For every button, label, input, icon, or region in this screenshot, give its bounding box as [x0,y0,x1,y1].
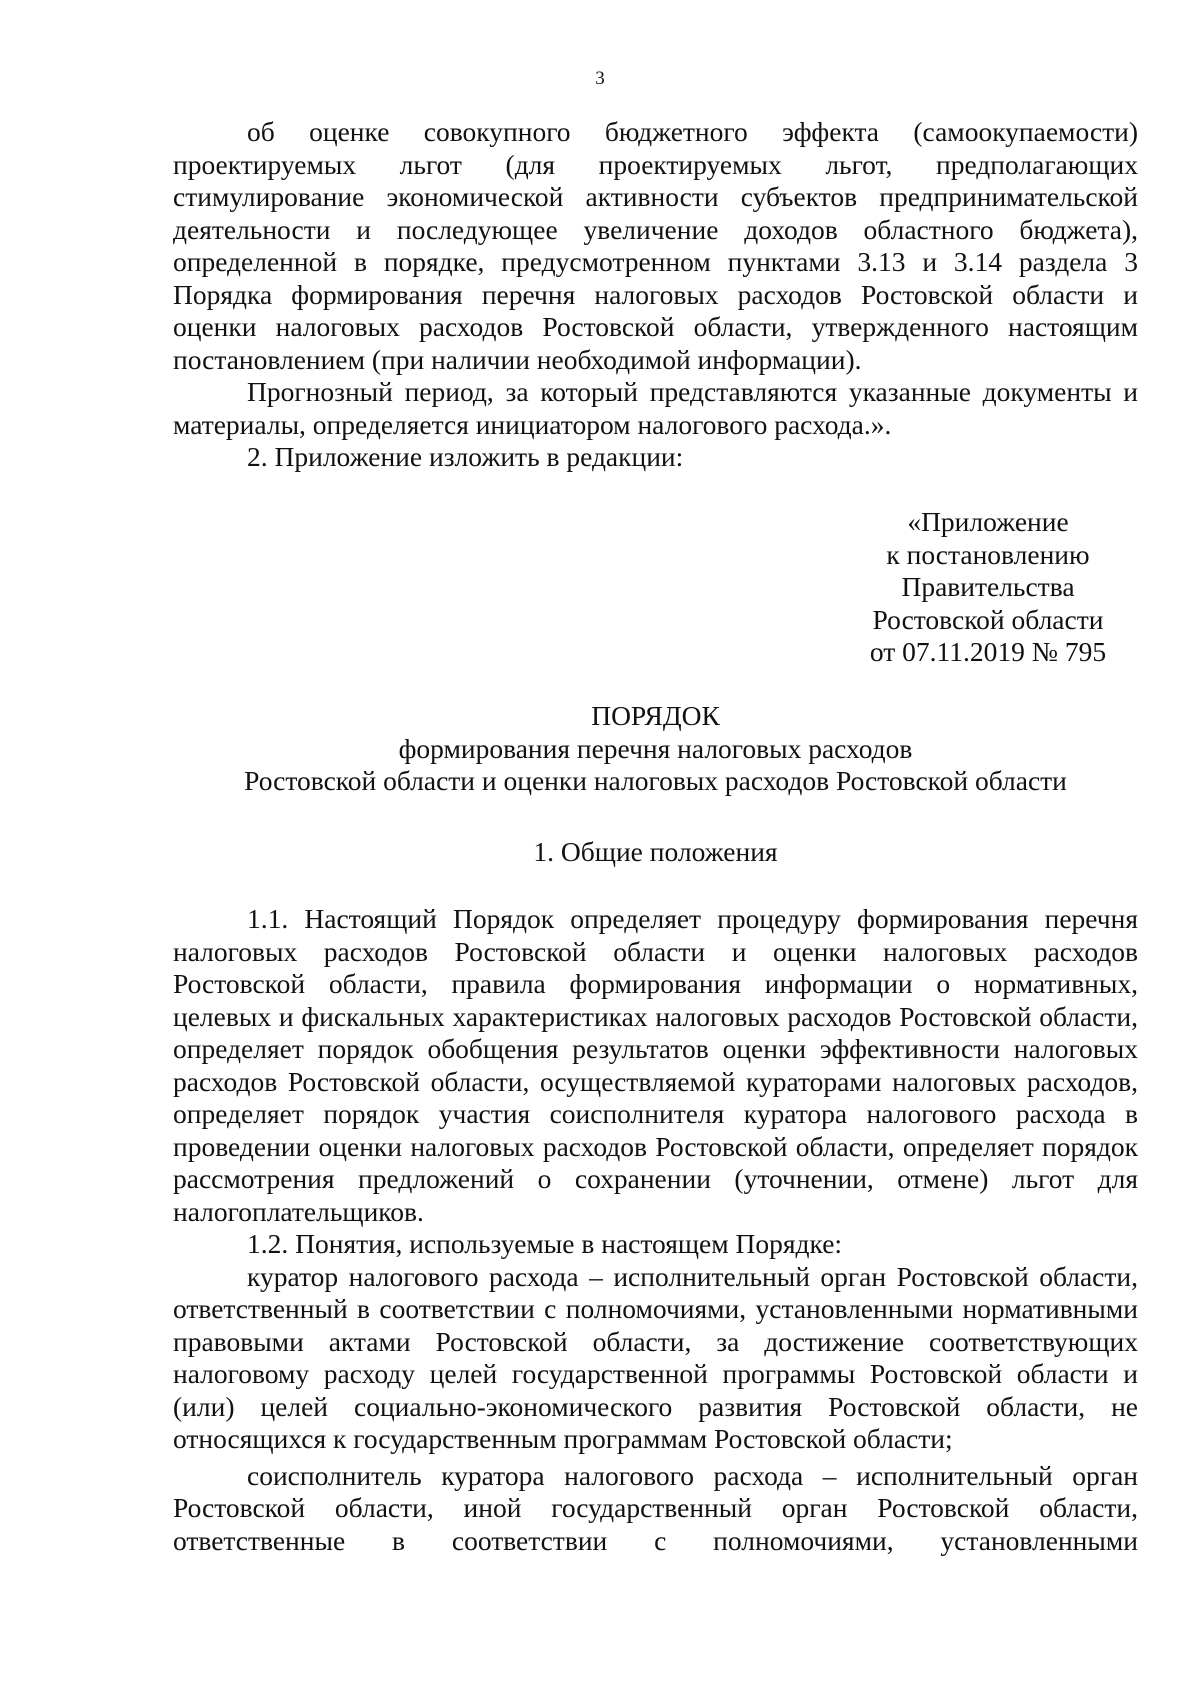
title-subtitle-line: формирования перечня налоговых расходов [398,732,913,764]
paragraph-1-2: 1.2. Понятия, используемые в настоящем Порядке: [247,1228,843,1259]
appendix-ref-line: от 07.11.2019 № 795 [869,636,1107,667]
title-subtitle-line: Ростовской области и оценки налоговых расходов Ростовской области [244,765,1067,796]
appendix-ref-line: Ростовской области [872,603,1104,635]
paragraph-forecast-period: Прогнозный период, за который представляются указанные документы и материалы, определяется инициатором налогового расхода.». [173,376,1138,440]
page-number: 3 [595,68,605,89]
section-body [173,903,1138,1557]
document-title [173,700,1138,798]
appendix-ref-line: к постановлению [886,538,1090,570]
appendix-ref-line: Правительства [901,571,1075,602]
paragraph-co-executor-definition: соисполнитель куратора налогового расхода – исполнительный орган Ростовской области, иной государственный орган Ростовской области, ответственные в соответствии с полномочиями, установленными [173,1459,1138,1556]
appendix-reference [838,506,1138,669]
preceding-text [173,116,1138,474]
paragraph-1-1: 1.1. Настоящий Порядок определяет процедуру формирования перечня налоговых расходов Ростовской области и оценки налоговых расходов Ростовской области, правила формирования информации о нормативных, целевых и фискальных характеристиках налоговых расходов Ростовской области, определяет порядок обобщения результатов оценки эффективности налоговых расходов Ростовской области, осуществляемой кураторами налоговых расходов, определяет порядок участия соисполнителя куратора налогового расхода в проведении оценки налоговых расходов Ростовской области, определяет порядок рассмотрения предложений о сохранении (уточнении, отмене) льгот для налогоплательщиков. [173,903,1138,1227]
paragraph-appendix-instruction: 2. Приложение изложить в редакции: [247,441,684,472]
section-heading: 1. Общие положения [533,836,778,867]
title-heading: ПОРЯДОК [591,700,720,731]
paragraph-continuation: об оценке совокупного бюджетного эффекта (самоокупаемости) проектируемых льгот (для проектируемых льгот, предполагающих стимулирование экономической активности субъектов предпринимательской деятельности и последующее увеличение доходов областного бюджета), определенной в порядке, предусмотренном пунктами 3.13 и 3.14 раздела 3 Порядка формирования перечня налоговых расходов Ростовской области и оценки налоговых расходов Ростовской области, утвержденного настоящим постановлением (при наличии необходимой информации). [173,116,1138,375]
appendix-ref-line: «Приложение [907,506,1069,537]
paragraph-curator-definition: куратор налогового расхода – исполнительный орган Ростовской области, ответственный в соответствии с полномочиями, установленными нормативными правовыми актами Ростовской области, за достижение соответствующих налоговому расходу целей государственной программы Ростовской области и (или) целей социально-экономического развития Ростовской области, не относящихся к государственным программам Ростовской области; [173,1260,1138,1454]
